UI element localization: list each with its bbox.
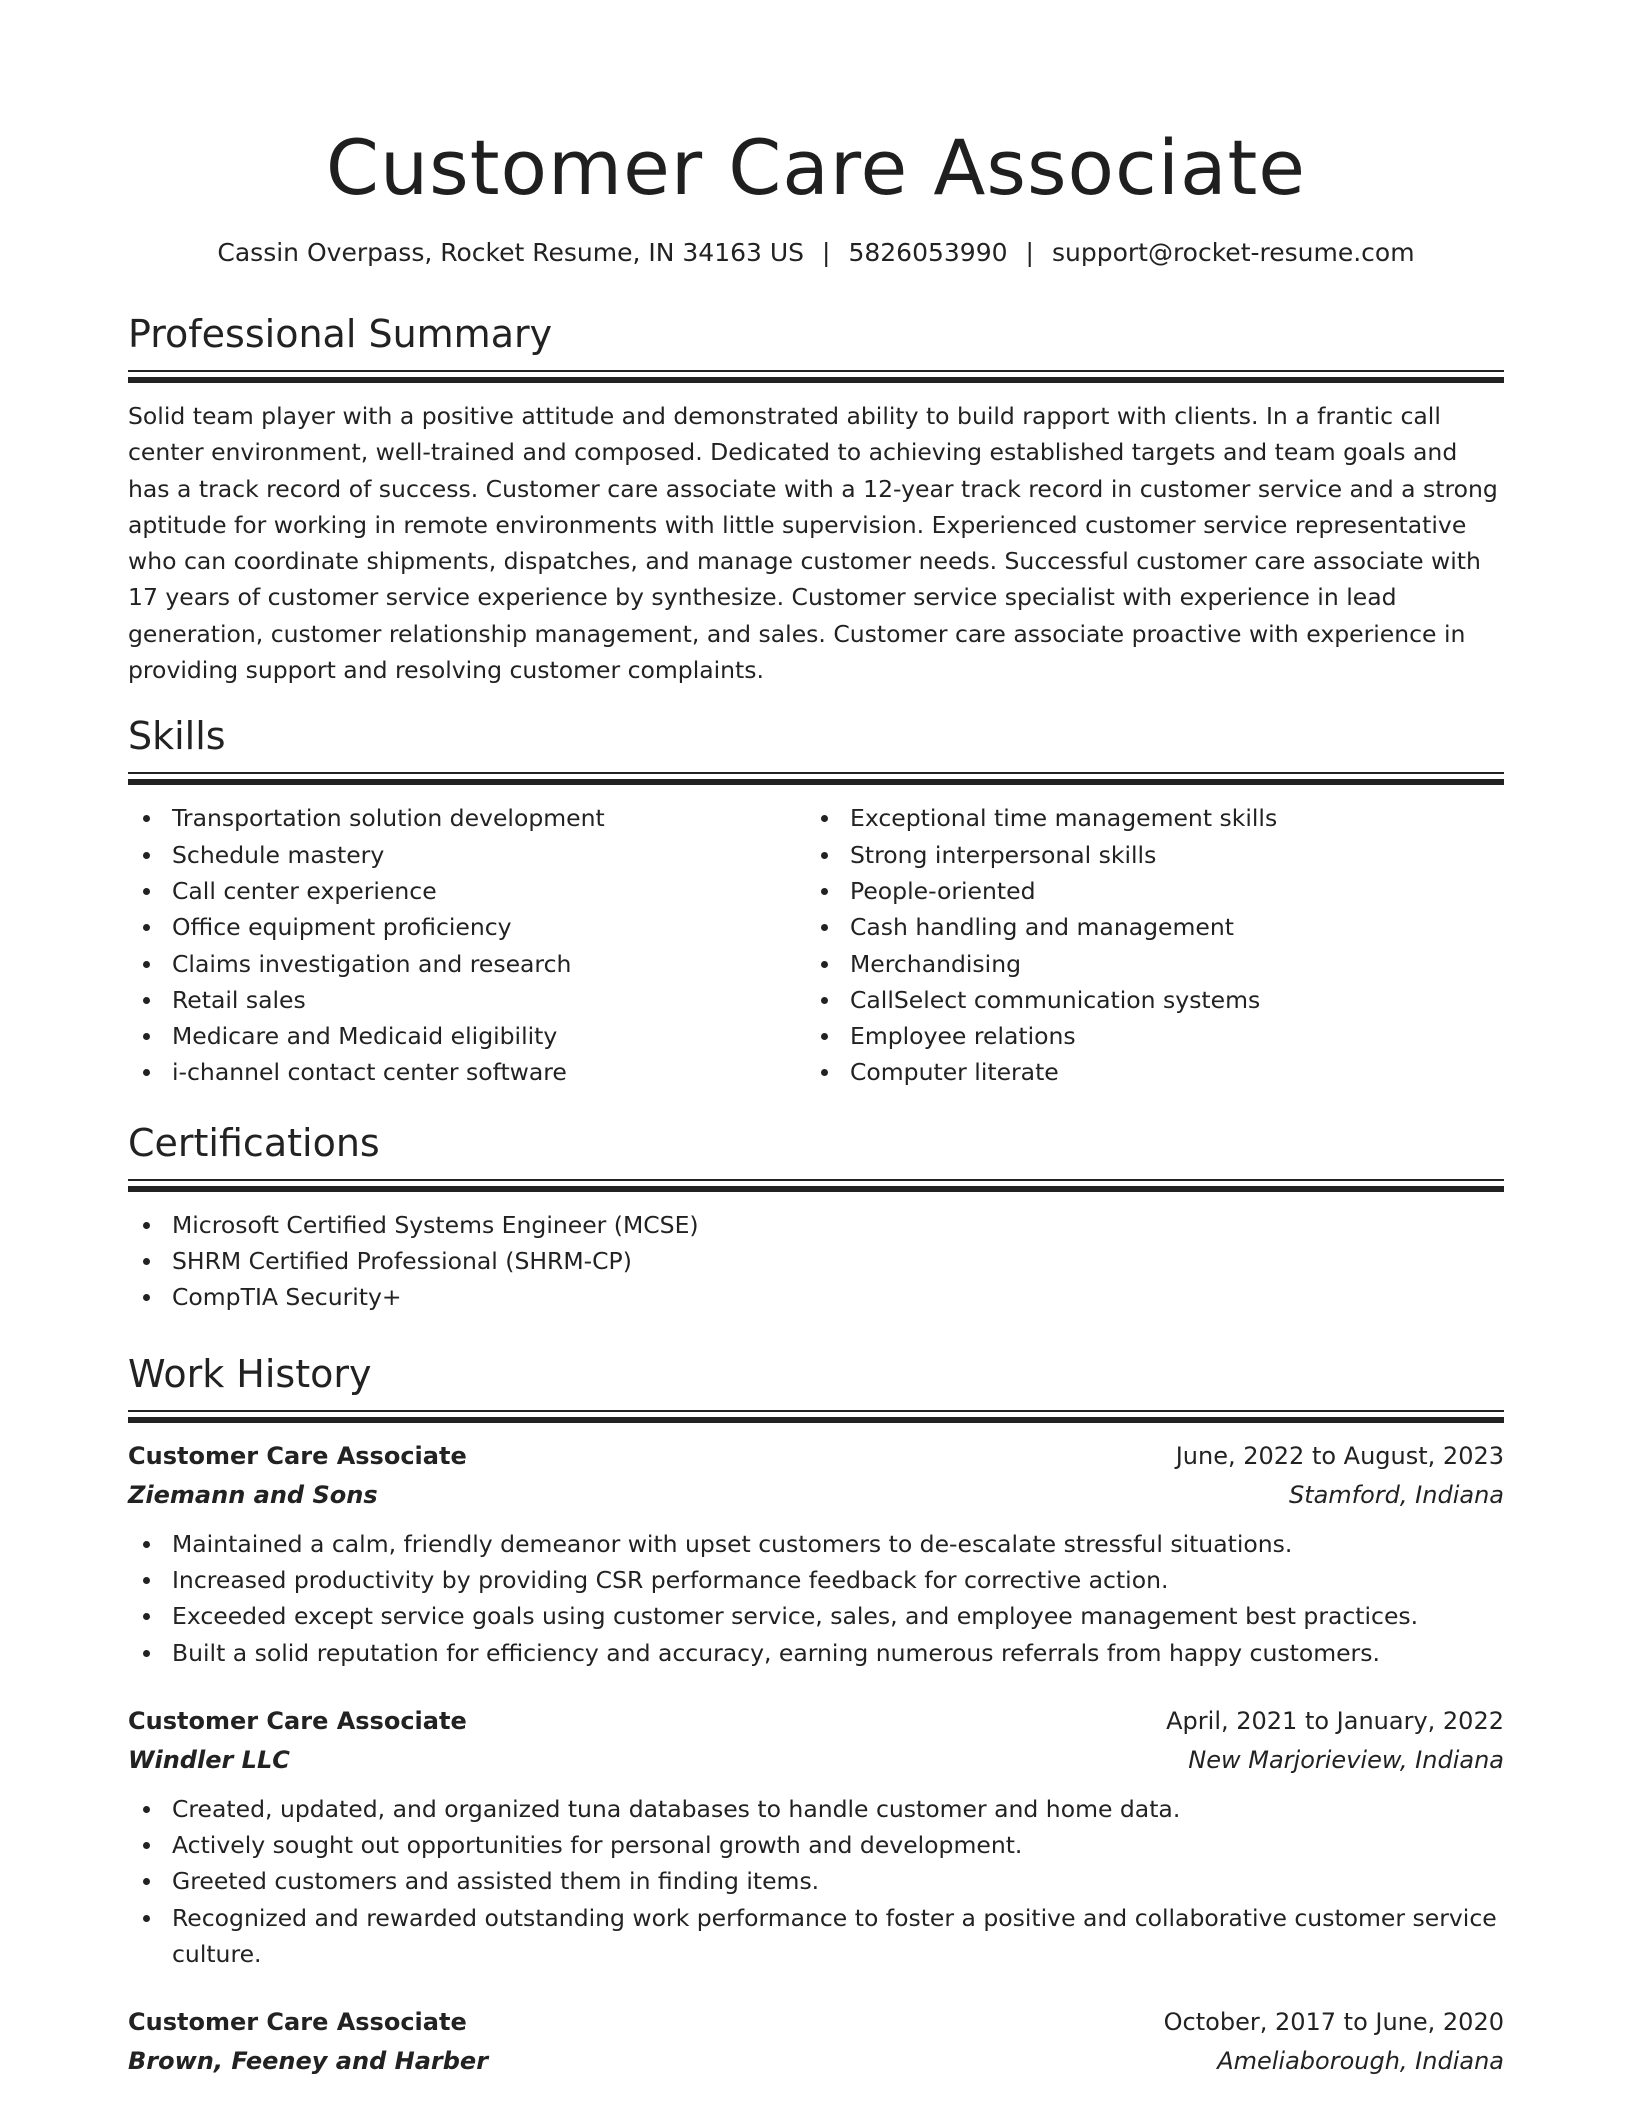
- job-bullet: Increased productivity by providing CSR performance feedback for corrective action.: [128, 1562, 1504, 1598]
- job-entry: [128, 1436, 1504, 1671]
- job-company: Brown, Feeney and Harber: [128, 2047, 489, 2076]
- job-bullet: Actively sought out opportunities for personal growth and development.: [128, 1827, 1504, 1863]
- contact-line: [128, 236, 1504, 270]
- job-location: New Marjorieview, Indiana: [1188, 1745, 1504, 1774]
- section-heading: Work History: [128, 1351, 372, 1396]
- job-location: Stamford, Indiana: [1288, 1480, 1504, 1509]
- skills-grid: [128, 800, 1504, 1090]
- job-entry: [128, 1701, 1504, 1972]
- job-company: Windler LLC: [128, 1745, 290, 1774]
- skill-item: CallSelect communication systems: [806, 982, 1484, 1018]
- certifications-list: [128, 1207, 1504, 1316]
- section-heading: Professional Summary: [128, 312, 553, 356]
- job-location: Ameliaborough, Indiana: [1217, 2047, 1504, 2076]
- contact-separator: |: [822, 238, 831, 267]
- job-bullet: Greeted customers and assisted them in finding items.: [128, 1863, 1504, 1899]
- certification-item: SHRM Certified Professional (SHRM-CP): [128, 1243, 1504, 1279]
- section-heading: Skills: [128, 714, 226, 759]
- section-heading: Certifications: [128, 1120, 380, 1165]
- job-bullet: Maintained a calm, friendly demeanor with upset customers to de-escalate stressful situations.: [128, 1526, 1504, 1562]
- skill-item: Schedule mastery: [128, 837, 806, 873]
- job-bullets: [128, 1791, 1504, 1972]
- section-divider: [128, 1179, 1504, 1193]
- certification-item: Microsoft Certified Systems Engineer (MCSE): [128, 1207, 1504, 1243]
- skill-item: Medicare and Medicaid eligibility: [128, 1018, 806, 1054]
- summary-section: [128, 310, 1504, 688]
- work-history-section: [128, 1350, 1504, 2081]
- job-entry: [128, 2002, 1504, 2080]
- job-title: Customer Care Associate: [128, 1706, 467, 1735]
- contact-phone: 5826053990: [848, 238, 1008, 267]
- job-title: Customer Care Associate: [128, 2008, 467, 2037]
- job-title: Customer Care Associate: [128, 1441, 467, 1470]
- job-bullet: Built a solid reputation for efficiency and accuracy, earning numerous referrals from happy customers.: [128, 1635, 1504, 1671]
- job-company: Ziemann and Sons: [128, 1480, 378, 1509]
- skills-left-column: [128, 800, 806, 1090]
- skill-item: People-oriented: [806, 873, 1484, 909]
- job-header: [128, 1701, 1504, 1741]
- skill-item: Computer literate: [806, 1054, 1484, 1090]
- contact-email[interactable]: support@rocket-resume.com: [1051, 238, 1415, 267]
- skill-item: Exceptional time management skills: [806, 800, 1484, 836]
- skills-right-column: [806, 800, 1484, 1090]
- skill-item: Claims investigation and research: [128, 946, 806, 982]
- job-header: [128, 2002, 1504, 2042]
- job-dates: April, 2021 to January, 2022: [1166, 1706, 1504, 1735]
- section-divider: [128, 370, 1504, 384]
- job-bullets: [128, 1526, 1504, 1671]
- section-divider: [128, 772, 1504, 786]
- skill-item: Office equipment proficiency: [128, 909, 806, 945]
- job-subheader: [128, 2042, 1504, 2080]
- skill-item: Cash handling and management: [806, 909, 1484, 945]
- skill-item: Call center experience: [128, 873, 806, 909]
- skill-item: Merchandising: [806, 946, 1484, 982]
- certification-item: CompTIA Security+: [128, 1279, 1504, 1315]
- resume-page: [128, 0, 1504, 2080]
- skills-section: [128, 712, 1504, 1090]
- skill-item: Transportation solution development: [128, 800, 806, 836]
- skill-item: Retail sales: [128, 982, 806, 1018]
- job-bullet: Created, updated, and organized tuna databases to handle customer and home data.: [128, 1791, 1504, 1827]
- job-bullet: Recognized and rewarded outstanding work performance to foster a positive and collaborative customer service culture.: [128, 1900, 1504, 1973]
- job-dates: June, 2022 to August, 2023: [1175, 1441, 1504, 1470]
- resume-title: Customer Care Associate: [325, 123, 1307, 212]
- job-subheader: [128, 1741, 1504, 1779]
- job-subheader: [128, 1476, 1504, 1514]
- certifications-section: [128, 1119, 1504, 1316]
- job-bullet: Exceeded except service goals using customer service, sales, and employee management best practices.: [128, 1598, 1504, 1634]
- skill-item: Employee relations: [806, 1018, 1484, 1054]
- summary-text: Solid team player with a positive attitude and demonstrated ability to build rapport with clients. In a frantic call center environment, well-trained and composed. Dedicated to achieving established targets and team goals and has a track record of success. Customer care associate with a 12-year track record in customer service and a strong aptitude for working in remote environments with little supervision. Experienced customer service representative who can coordinate shipments, dispatches, and manage customer needs. Successful customer care associate with 17 years of customer service experience by synthesize. Customer service specialist with experience in lead generation, customer relationship management, and sales. Customer care associate proactive with experience in providing support and resolving customer complaints.: [128, 402, 1498, 685]
- job-dates: October, 2017 to June, 2020: [1163, 2008, 1504, 2037]
- skill-item: i-channel contact center software: [128, 1054, 806, 1090]
- contact-address: Cassin Overpass, Rocket Resume, IN 34163 US: [217, 238, 805, 267]
- section-divider: [128, 1410, 1504, 1424]
- job-header: [128, 1436, 1504, 1476]
- contact-separator: |: [1025, 238, 1034, 267]
- skill-item: Strong interpersonal skills: [806, 837, 1484, 873]
